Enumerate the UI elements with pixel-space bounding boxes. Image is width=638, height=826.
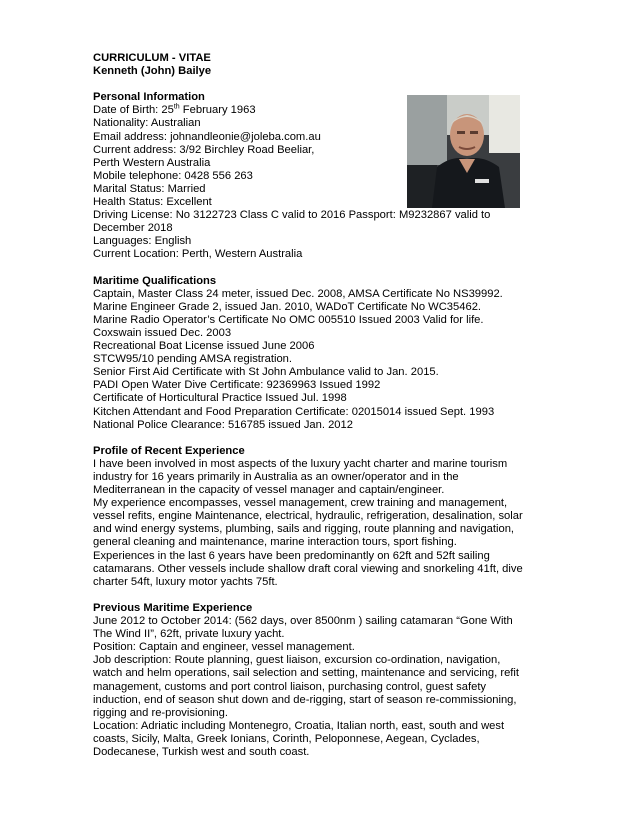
previous-line: watch and helm operations, sail selection and setting, maintenance and servicing, refit <box>93 667 519 680</box>
personal-line: Mobile telephone: 0428 556 263 <box>93 169 253 182</box>
profile-heading: Profile of Recent Experience <box>93 444 245 457</box>
profile-line: Experiences in the last 6 years have been predominantly on 62ft and 52ft sailing <box>93 549 490 562</box>
qualification-line: Recreational Boat License issued June 2006 <box>93 340 315 353</box>
qualification-line: Marine Engineer Grade 2, issued Jan. 2010, WADoT Certificate No WC35462. <box>93 300 482 313</box>
profile-line: catamarans. Other vessels include shallow draft coral viewing and snorkeling 41ft, dive <box>93 562 523 575</box>
personal-line: Marital Status: Married <box>93 182 206 195</box>
candidate-name: Kenneth (John) Bailye <box>93 65 212 78</box>
email-line: Email address: johnandleonie@joleba.com.au <box>93 130 321 143</box>
previous-line: coasts, Sicily, Malta, Greek Ionians, Corinth, Peloponnese, Aegean, Cyclades, <box>93 732 480 745</box>
qualification-line: STCW95/10 pending AMSA registration. <box>93 353 292 366</box>
personal-line: Health Status: Excellent <box>93 196 212 209</box>
qualification-line: Senior First Aid Certificate with St John Ambulance valid to Jan. 2015. <box>93 366 439 379</box>
dob-sup: th <box>173 103 180 111</box>
previous-line: rigging and re-provisioning. <box>93 706 228 719</box>
qualifications-heading: Maritime Qualifications <box>93 274 217 287</box>
qualification-line: Certificate of Horticultural Practice Issued Jul. 1998 <box>93 392 347 405</box>
personal-line: December 2018 <box>93 222 173 235</box>
previous-line: June 2012 to October 2014: (562 days, over 8500nm ) sailing catamaran “Gone With <box>93 615 513 628</box>
profile-line: and wind energy systems, plumbing, sails and rigging, route planning and navigation, <box>93 523 515 536</box>
profile-line: general cleaning and maintenance, marine interaction tours, sport fishing. <box>93 536 457 549</box>
personal-heading: Personal Information <box>93 91 205 104</box>
personal-line: Driving License: No 3122723 Class C valid to 2016 Passport: M9232867 valid to <box>93 209 491 222</box>
qualification-line: Marine Radio Operator’s Certificate No OMC 005510 Issued 2003 Valid for life. <box>93 313 484 326</box>
previous-line: The Wind II”, 62ft, private luxury yacht. <box>93 628 285 641</box>
previous-line: Location: Adriatic including Montenegro, Croatia, Italian north, east, south and west <box>93 719 505 732</box>
personal-line: Perth Western Australia <box>93 156 211 169</box>
personal-line: Nationality: Australian <box>93 117 201 130</box>
profile-line: industry for 16 years primarily in Australia as an owner/operator and in the <box>93 471 459 483</box>
profile-line: Mediterranean in the capacity of vessel manager and captain/engineer. <box>93 484 445 497</box>
previous-line: Job description: Route planning, guest liaison, excursion co-ordination, navigation, <box>93 654 501 667</box>
personal-line: Current Location: Perth, Western Australia <box>93 248 303 261</box>
profile-line: I have been involved in most aspects of the luxury yacht charter and marine tourism <box>93 457 508 470</box>
qualification-line: Kitchen Attendant and Food Preparation Certificate: 02015014 issued Sept. 1993 <box>93 405 495 418</box>
profile-line: vessel refits, engine Maintenance, electrical, hydraulic, refrigeration, desalination, solar <box>93 510 523 523</box>
previous-line: management, customs and port control liaison, purchasing control, guest safety <box>93 680 487 693</box>
profile-line: My experience encompasses, vessel management, crew training and management, <box>93 497 508 510</box>
qualification-line: PADI Open Water Dive Certificate: 92369963 Issued 1992 <box>93 379 381 392</box>
dob-prefix: Date of Birth: 25 <box>93 104 174 117</box>
previous-line: Dodecanese, Turkish west and south coast. <box>93 745 310 758</box>
qualification-line: Captain, Master Class 24 meter, issued Dec. 2008, AMSA Certificate No NS39992. <box>93 287 503 300</box>
qualification-line: National Police Clearance: 516785 issued Jan. 2012 <box>93 418 353 431</box>
dob-suffix: February 1963 <box>179 104 256 117</box>
previous-line: Position: Captain and engineer, vessel management. <box>93 641 355 654</box>
previous-heading: Previous Maritime Experience <box>93 601 253 614</box>
qualification-line: Coxswain issued Dec. 2003 <box>93 326 232 339</box>
personal-line: Languages: English <box>93 235 192 248</box>
previous-line: induction, end of season shut down and de-rigging, start of season re-commissioning, <box>93 693 517 706</box>
resume-document <box>93 52 613 759</box>
personal-line: Current address: 3/92 Birchley Road Beeliar, <box>93 143 315 156</box>
profile-line: charter 54ft, luxury motor yachts 75ft. <box>93 575 278 588</box>
document-title: CURRICULUM - VITAE <box>93 52 211 64</box>
date-of-birth <box>93 104 613 117</box>
